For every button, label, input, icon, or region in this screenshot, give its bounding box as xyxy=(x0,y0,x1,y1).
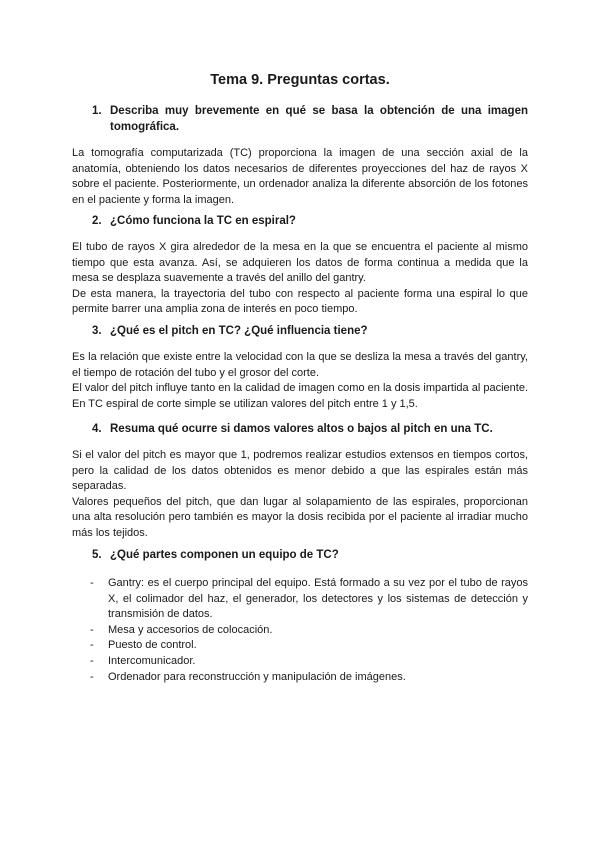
section-4 xyxy=(72,421,528,542)
list-item xyxy=(72,638,528,654)
list-item-text: Gantry: es el cuerpo principal del equipo. Está formado a su vez por el tubo de rayos X, el colimador del haz, el generador, los detectores y los sistemas de detección y transmisión de datos. xyxy=(108,577,528,621)
answer-paragraph: El valor del pitch influye tanto en la calidad de imagen como en la dosis impartida al paciente. En TC espiral de corte simple se utilizan valores del pitch entre 1 y 1,5. xyxy=(72,382,528,410)
question-4 xyxy=(92,421,528,437)
section-5 xyxy=(72,547,528,685)
bullet-dash: - xyxy=(90,623,94,636)
question-text: Describa muy brevemente en qué se basa la obtención de una imagen tomográfica. xyxy=(110,105,528,133)
question-number: 1. xyxy=(92,105,102,117)
section-2 xyxy=(72,213,528,318)
answer-paragraph: Valores pequeños del pitch, que dan lugar al solapamiento de las espirales, proporcionan una alta resolución pero también es mayor la dosis recibida por el paciente al irradiar mucho más los tejidos. xyxy=(72,495,528,539)
list-item xyxy=(72,670,528,686)
bullet-dash: - xyxy=(90,654,94,667)
question-1 xyxy=(92,103,528,135)
question-text: ¿Qué partes componen un equipo de TC? xyxy=(110,549,339,561)
section-3 xyxy=(72,323,528,412)
question-text: ¿Qué es el pitch en TC? ¿Qué influencia tiene? xyxy=(110,325,368,337)
question-5 xyxy=(92,547,528,563)
question-2 xyxy=(92,213,528,229)
list-item xyxy=(72,623,528,639)
list-item-text: Puesto de control. xyxy=(108,639,197,652)
question-number: 4. xyxy=(92,423,102,435)
bullet-dash: - xyxy=(90,670,94,683)
list-item-text: Ordenador para reconstrucción y manipulación de imágenes. xyxy=(108,670,406,683)
bullet-dash: - xyxy=(90,639,94,652)
answer-paragraph: El tubo de rayos X gira alrededor de la mesa en la que se encuentra el paciente al mismo tiempo que esta avanza. Así, se adquieren los datos de forma continua a medida que la mesa se desplaza suavemente a través del anillo del gantry. xyxy=(72,241,528,285)
list-item-text: Intercomunicador. xyxy=(108,654,196,667)
question-text: ¿Cómo funciona la TC en espiral? xyxy=(110,215,296,227)
section-1 xyxy=(72,103,528,208)
question-3 xyxy=(92,323,528,339)
question-number: 5. xyxy=(92,549,102,561)
parts-list xyxy=(72,576,528,685)
answer-paragraph: Si el valor del pitch es mayor que 1, podremos realizar estudios extensos en tiempos cortos, pero la calidad de los datos obtenidos es menor debido a que las espirales están más separadas. xyxy=(72,449,528,493)
question-number: 2. xyxy=(92,215,102,227)
question-number: 3. xyxy=(92,325,102,337)
answer-paragraph: Es la relación que existe entre la velocidad con la que se desliza la mesa a través del gantry, el tiempo de rotación del tubo y el grosor del corte. xyxy=(72,351,528,379)
page-title: Tema 9. Preguntas cortas. xyxy=(210,72,390,88)
bullet-dash: - xyxy=(90,577,94,589)
list-item xyxy=(72,654,528,670)
list-item-text: Mesa y accesorios de colocación. xyxy=(108,623,273,636)
list-item xyxy=(72,576,528,623)
answer-paragraph: De esta manera, la trayectoria del tubo con respecto al paciente forma una espiral lo que permite barrer una amplia zona de interés en poco tiempo. xyxy=(72,287,528,316)
answer-paragraph: La tomografía computarizada (TC) proporciona la imagen de una sección axial de la anatomía, obteniendo los datos necesarios de diferentes proyecciones del haz de rayos X sobre el paciente. Posteriormente, un ordenador analiza la diferente absorción de los fotones en el paciente y forma la imagen. xyxy=(72,147,528,206)
question-text: Resuma qué ocurre si damos valores altos o bajos al pitch en una TC. xyxy=(110,423,493,435)
